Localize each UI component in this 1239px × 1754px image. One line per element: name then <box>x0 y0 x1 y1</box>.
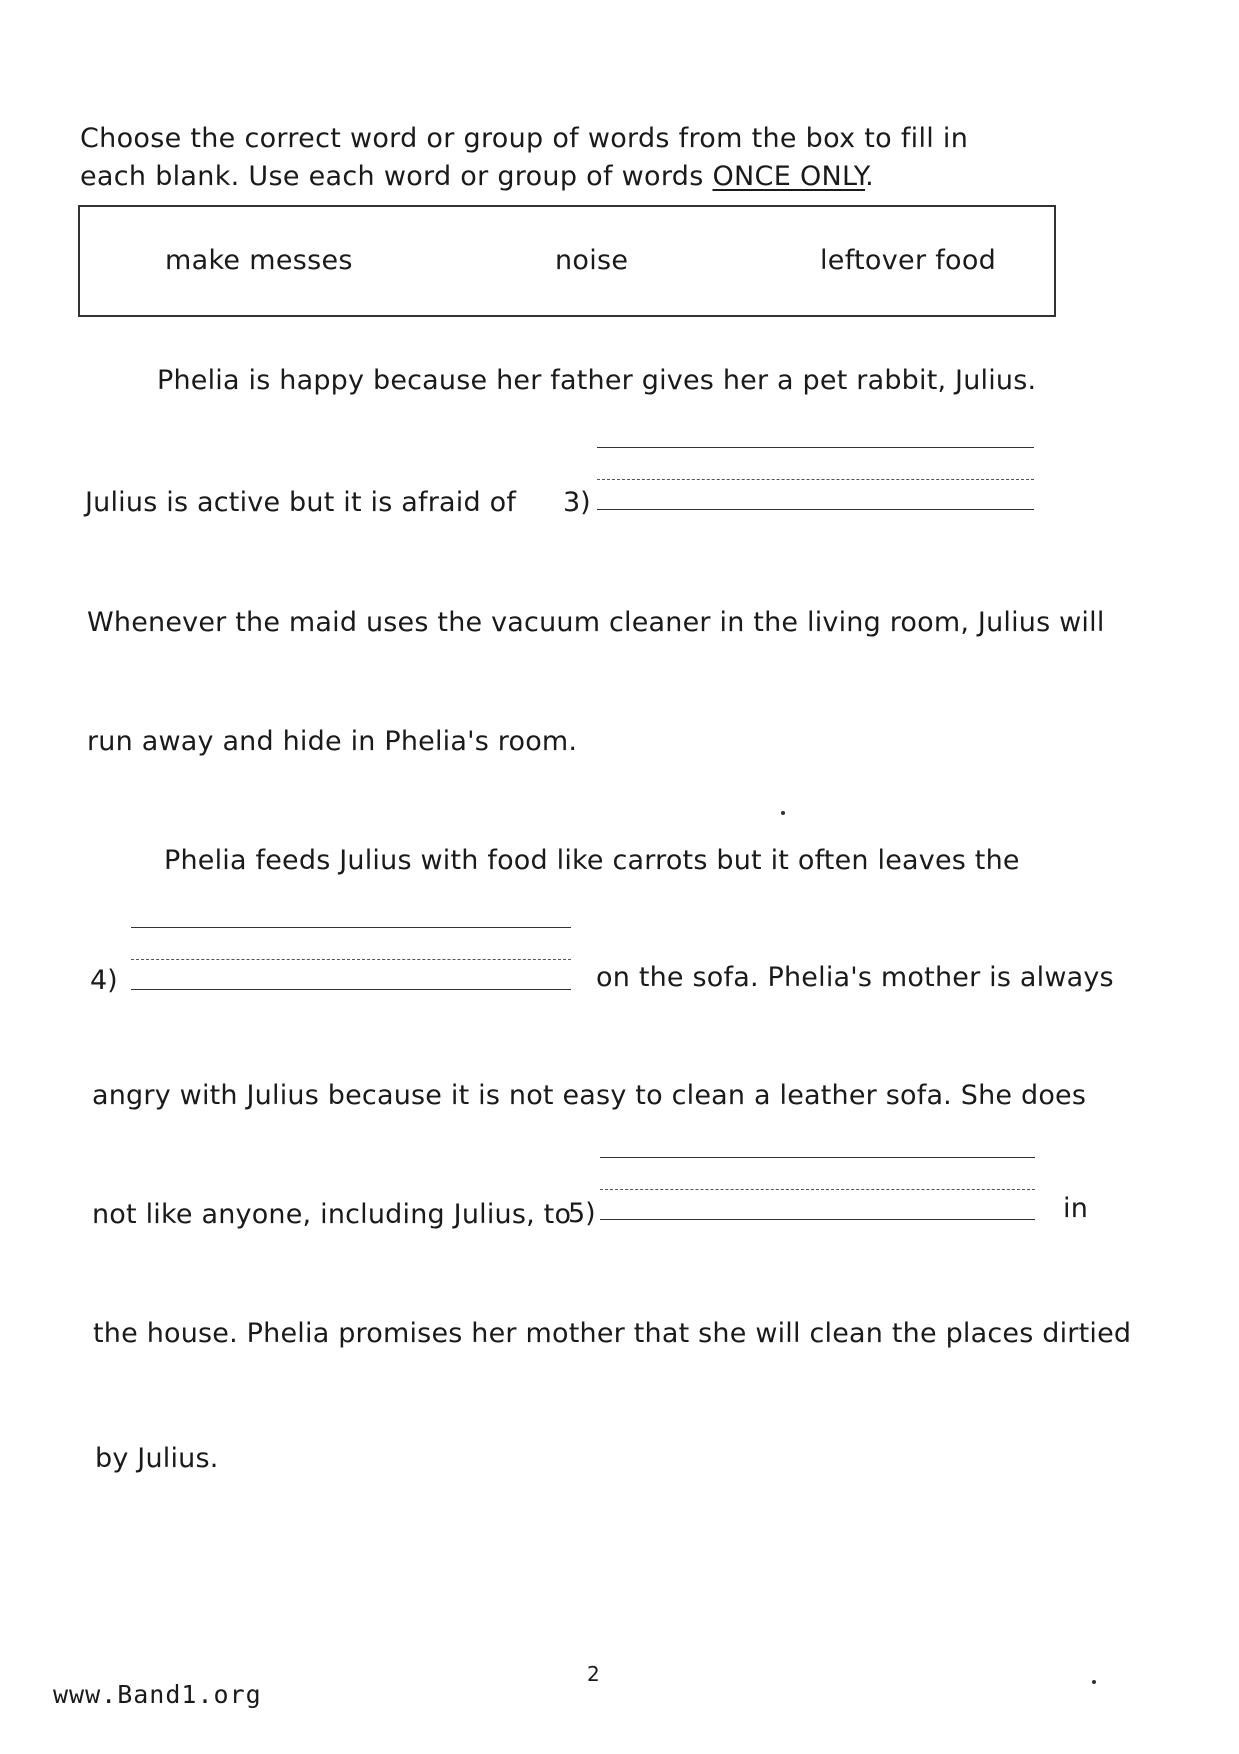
passage-line-3: Whenever the maid uses the vacuum cleaner in the living room, Julius will <box>87 607 1105 638</box>
passage-line-5: Phelia feeds Julius with food like carrots but it often leaves the <box>164 845 1020 876</box>
word-bank-box <box>78 205 1056 317</box>
scan-speck <box>1092 1680 1096 1684</box>
passage-line-7: angry with Julius because it is not easy to clean a leather sofa. She does <box>92 1080 1087 1111</box>
page-number: 2 <box>587 1662 600 1686</box>
passage-line-1: Phelia is happy because her father gives her a pet rabbit, Julius. <box>157 365 1037 396</box>
passage-line-4: run away and hide in Phelia's room. <box>87 726 578 757</box>
instructions-line-2-suffix: . <box>865 161 874 192</box>
question-number-3: 3) <box>563 487 591 518</box>
blank-top-line <box>131 927 571 928</box>
question-number-5: 5) <box>568 1198 596 1229</box>
blank-top-line <box>600 1157 1035 1158</box>
word-bank-item: make messes <box>165 245 353 276</box>
blank-top-line <box>597 447 1034 448</box>
passage-line-9: the house. Phelia promises her mother that she will clean the places dirtied <box>93 1318 1132 1349</box>
passage-line-6: on the sofa. Phelia's mother is always <box>596 962 1114 993</box>
blank-base-line <box>597 509 1034 510</box>
passage-line-2: Julius is active but it is afraid of <box>85 487 517 518</box>
blank-base-line <box>131 989 571 990</box>
instructions-line-2-prefix: each blank. Use each word or group of words <box>80 161 713 192</box>
instructions-line-1: Choose the correct word or group of words from the box to fill in <box>80 123 969 154</box>
word-bank-item: leftover food <box>820 245 997 276</box>
footer-url: www.Band1.org <box>53 1680 262 1709</box>
blank-dashed-line <box>600 1189 1035 1190</box>
word-bank-item: noise <box>555 245 629 276</box>
blank-dashed-line <box>597 479 1034 480</box>
answer-blank-5[interactable] <box>600 1157 1035 1223</box>
instructions <box>80 120 1040 196</box>
answer-blank-3[interactable] <box>597 447 1034 513</box>
blank-base-line <box>600 1219 1035 1220</box>
scan-speck <box>781 811 785 815</box>
answer-blank-4[interactable] <box>131 927 571 993</box>
once-only-emphasis: ONCE ONLY <box>712 161 866 192</box>
passage-line-8: not like anyone, including Julius, to <box>92 1199 572 1230</box>
instructions-line-2 <box>80 158 1040 196</box>
passage-line-8-end: in <box>1063 1193 1089 1224</box>
question-number-4: 4) <box>90 965 118 996</box>
passage-line-10: by Julius. <box>95 1443 219 1474</box>
blank-dashed-line <box>131 959 571 960</box>
